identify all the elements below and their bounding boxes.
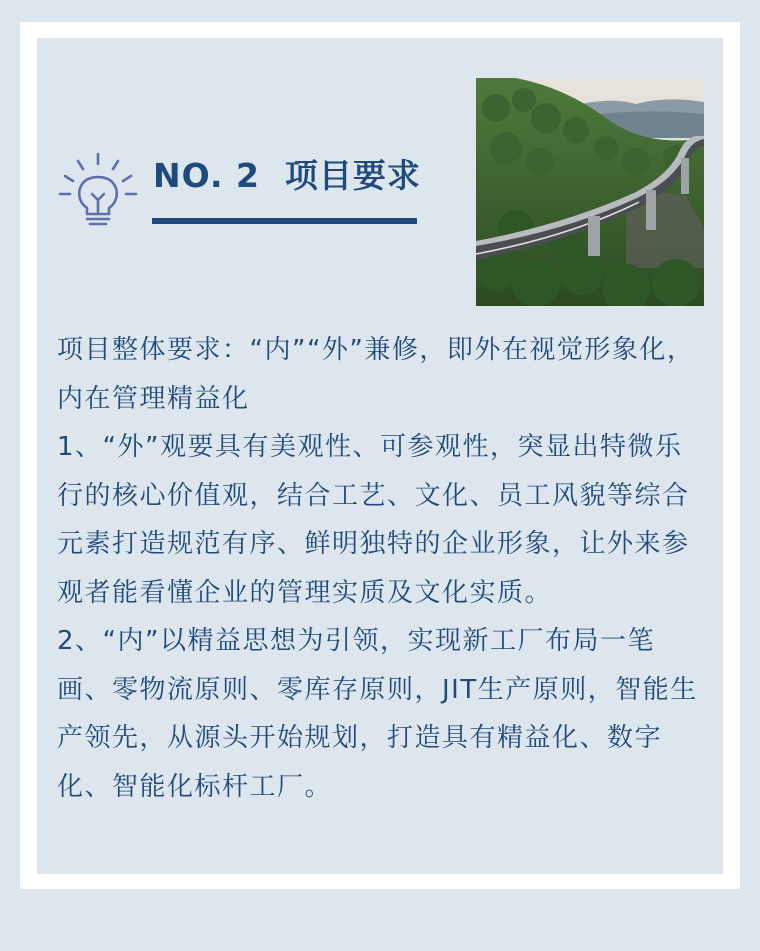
section-title: 项目要求 (284, 156, 421, 195)
mountain-road-photo (476, 78, 704, 306)
heading-underline (152, 218, 417, 224)
paragraph-overview: 项目整体要求：“内”“外”兼修，即外在视觉形象化，内在管理精益化 (57, 335, 695, 414)
section-number: NO. 2 (153, 156, 260, 195)
paragraph-exterior: 1、“外”观要具有美观性、可参观性，突显出特微乐行的核心价值观，结合工艺、文化、员工风貌等综合元素打造规范有序、鲜明独特的企业形象，让外来参观者能看懂企业的管理实质及文化实质。 (57, 432, 690, 608)
section-heading (153, 150, 421, 202)
lightbulb-icon (56, 150, 140, 234)
requirements-text (57, 326, 709, 811)
paragraph-interior: 2、“内”以精益思想为引领，实现新工厂布局一笔画、零物流原则、零库存原则，JIT生产原则，智能生产领先，从源头开始规划，打造具有精益化、数字化、智能化标杆工厂。 (57, 626, 698, 802)
